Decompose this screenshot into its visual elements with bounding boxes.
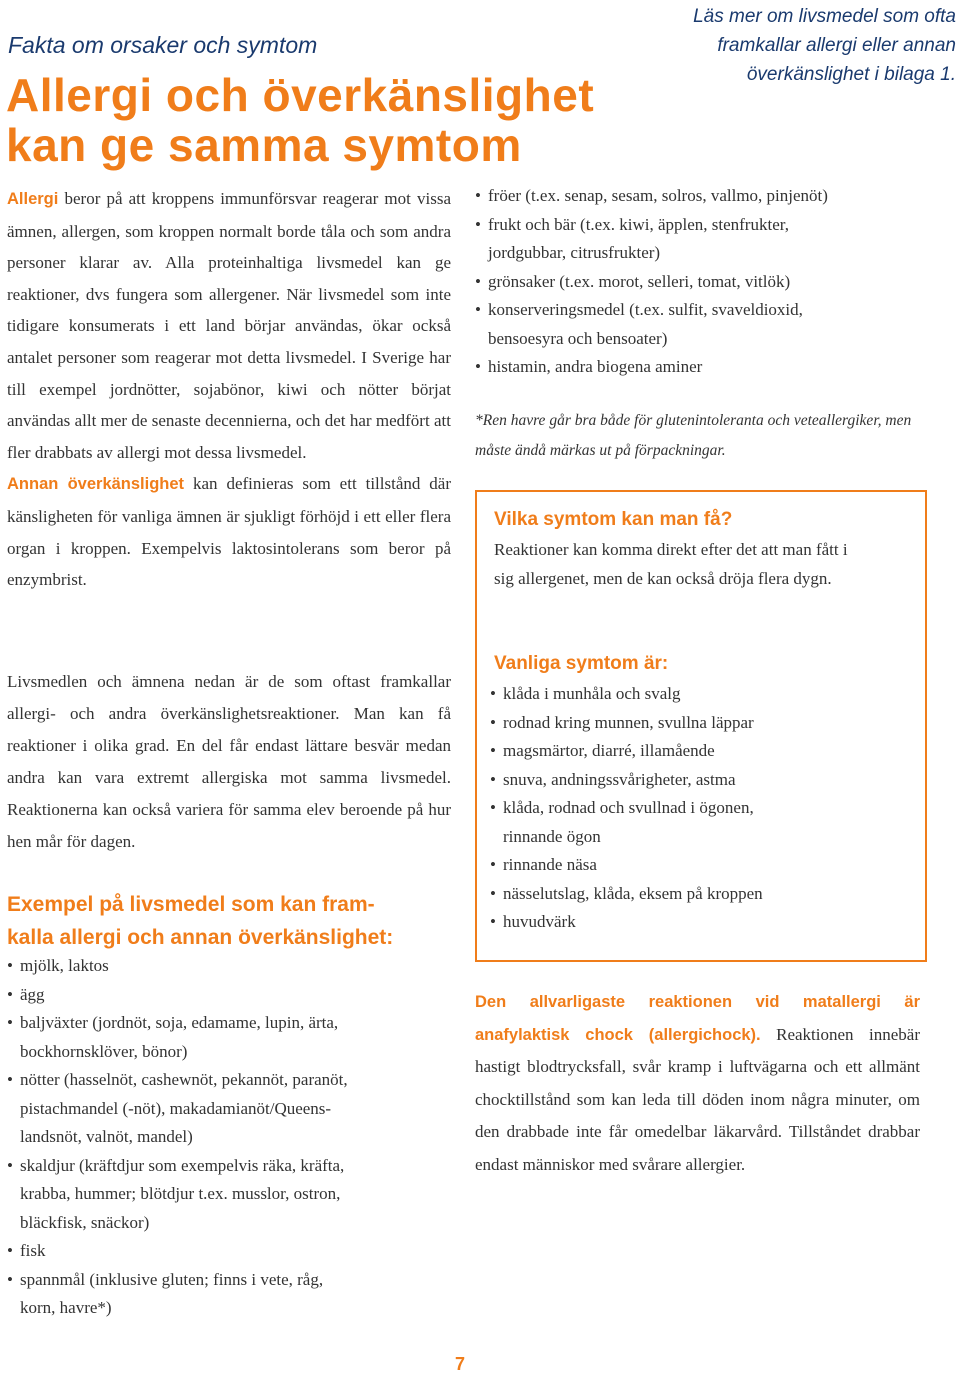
appendix-note: Läs mer om livsmedel som ofta framkallar allergi eller annan överkänslighet i bilaga 1. (693, 6, 956, 85)
list-item: • rodnad kring munnen, svullna läppar (490, 709, 910, 738)
anaphylaxis-paragraph (475, 986, 920, 1181)
symptoms-box (475, 490, 927, 962)
intolerance-term: Annan överkänslighet (7, 475, 185, 494)
list-item: • skaldjur (kräftdjur som exempelvis räka, kräfta, krabba, hummer; blötdjur t.ex. musslor, ostron, bläckfisk, snäckor) (7, 1152, 457, 1238)
list-item: • mjölk, laktos (7, 952, 457, 981)
intolerance-text: kan definieras som ett tillstånd där känsligheten för vanliga ämnen är sjukligt förhöjd i ett eller flera organ i kroppen. Exempelvis laktosintolerans som beror på enzymbrist. (7, 474, 452, 590)
allergen-list-right (475, 182, 945, 382)
examples-heading (7, 888, 467, 954)
anaphylaxis-text: Reaktionen innebär hastigt blodtrycksfall, svår kramp i luftvägarna och ett allmänt chocktillstånd som kan leda till döden inom några minuter, om den drabbade inte får omedelbar läkarvård. Tillståndet drabbar endast människor med svårare allergier. (475, 1024, 920, 1174)
list-item: • baljväxter (jordnöt, soja, edamame, lupin, ärta, bockhornsklöver, bönor) (7, 1009, 457, 1066)
list-item: • snuva, andningssvårigheter, astma (490, 766, 910, 795)
list-item: • klåda i munhåla och svalg (490, 680, 910, 709)
frequent-allergens-paragraph: Livsmedlen och ämnena nedan är de som oftast framkallar allergi- och andra överkänslighetsreaktioner. Man kan få reaktioner i olika grad. En del får endast lättare besvär medan andra kan vara extremt allergiska mot samma livsmedel. Reaktionerna kan också variera för samma elev beroende på hur hen mår för dagen. (7, 672, 451, 851)
list-item: • fisk (7, 1237, 457, 1266)
list-item: • ägg (7, 981, 457, 1010)
list-item: • spannmål (inklusive gluten; finns i vete, råg, korn, havre*) (7, 1266, 457, 1323)
list-item: • rinnande näsa (490, 851, 910, 880)
anaphylaxis-lead: Den allvarligaste reaktionen vid matallergi är anafylaktisk chock (allergichock). (475, 993, 920, 1044)
examples-heading-line-1: Exempel på livsmedel som kan fram- (7, 893, 375, 916)
list-item: • konserveringsmedel (t.ex. sulfit, svaveldioxid, bensoesyra och bensoater) (475, 296, 945, 353)
title-line-1: Allergi och överkänslighet (6, 69, 595, 121)
list-item: • nässelutslag, klåda, eksem på kroppen (490, 880, 910, 909)
list-item: • histamin, andra biogena aminer (475, 353, 945, 382)
list-item: • frukt och bär (t.ex. kiwi, äpplen, stenfrukter, jordgubbar, citrusfrukter) (475, 211, 945, 268)
list-item: • klåda, rodnad och svullnad i ögonen, rinnande ögon (490, 794, 910, 851)
symptoms-list (490, 680, 910, 937)
kicker: Fakta om orsaker och symtom (8, 32, 318, 58)
intro-paragraph (7, 183, 451, 596)
page-title (6, 70, 594, 170)
allergy-text: beror på att kroppens immunförsvar reagerar mot vissa ämnen, allergen, som kroppen normalt borde tåla och som andra personer klarar av. Alla proteinhaltiga livsmedel kan ge reaktioner, dvs fungera som allergener. När livsmedel som inte tidigare konsumerats i ett land börjar användas, ökar också antalet personer som reagerar mot detta livsmedel. I Sverige har till exempel jordnötter, sojabönor, kiwi och nötter börjat användas allt mer de senaste decennierna, och det har medfört att fler drabbats av allergi mot dessa livsmedel. (7, 189, 451, 462)
allergy-term: Allergi (7, 190, 59, 208)
allergen-list-left (7, 952, 457, 1323)
page-number: 7 (455, 1354, 466, 1374)
common-symptoms-heading: Vanliga symtom är: (494, 653, 669, 674)
list-item: • nötter (hasselnöt, cashewnöt, pekannöt, paranöt, pistachmandel (-nöt), makadamianöt/Queens- landsnöt, valnöt, mandel) (7, 1066, 457, 1152)
list-item: • huvudvärk (490, 908, 910, 937)
list-item: • magsmärtor, diarré, illamående (490, 737, 910, 766)
list-item: • fröer (t.ex. senap, sesam, solros, vallmo, pinjenöt) (475, 182, 945, 211)
symptoms-intro: Reaktioner kan komma direkt efter det att man fått i sig allergenet, men de kan också dröja flera dygn. (494, 540, 848, 588)
examples-heading-line-2: kalla allergi och annan överkänslighet: (7, 926, 394, 949)
symptoms-heading: Vilka symtom kan man få? (494, 509, 733, 530)
oat-footnote: *Ren havre går bra både för glutenintoleranta och veteallergiker, men måste ändå märkas ut på förpackningar. (475, 412, 912, 459)
title-line-2: kan ge samma symtom (6, 119, 522, 171)
list-item: • grönsaker (t.ex. morot, selleri, tomat, vitlök) (475, 268, 945, 297)
